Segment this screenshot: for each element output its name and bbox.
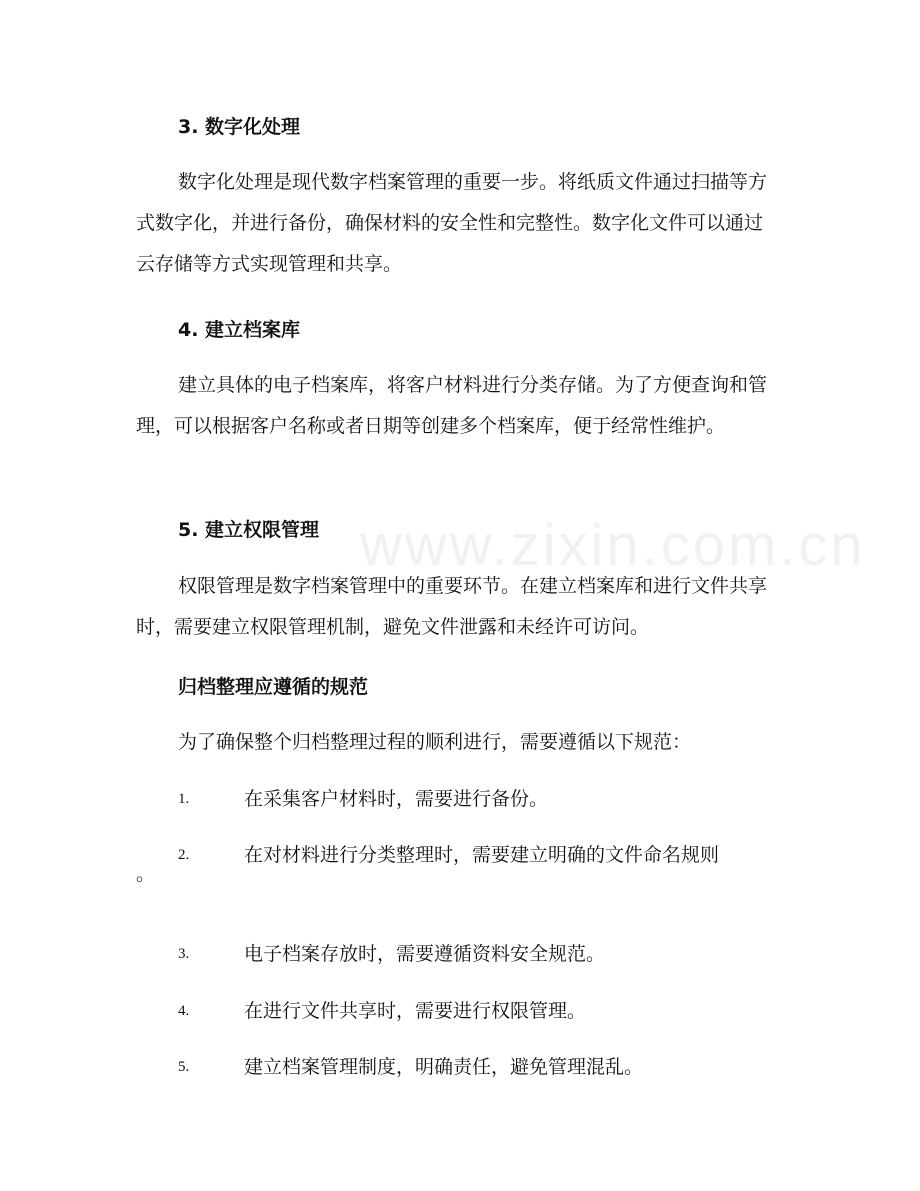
section-paragraph-digitization: 数字化处理是现代数字档案管理的重要一步。将纸质文件通过扫描等方式数字化，并进行备份，确保材料的安全性和完整性。数字化文件可以通过云存储等方式实现管理和共享。 (136, 171, 768, 275)
list-item-text-tail: 。 (136, 863, 156, 885)
list-item-text: 建立档案管理制度，明确责任，避免管理混乱。 (244, 1056, 644, 1078)
list-item-text: 电子档案存放时，需要遵循资料安全规范。 (244, 943, 606, 965)
norms-heading: 归档整理应遵循的规范 (178, 676, 369, 698)
list-item-number: 5. (178, 1059, 190, 1075)
norms-intro: 为了确保整个归档整理过程的顺利进行，需要遵循以下规范： (178, 731, 692, 753)
watermark: www.zixin.com.cn (360, 513, 866, 578)
section-heading-digitization: 3. 数字化处理 (178, 116, 301, 138)
list-item-number: 3. (178, 946, 190, 962)
list-item-text: 在采集客户材料时，需要进行备份。 (244, 788, 549, 810)
section-paragraph-permissions: 权限管理是数字档案管理中的重要环节。在建立档案库和进行文件共享时，需要建立权限管理机制，避免文件泄露和未经许可访问。 (136, 575, 768, 638)
list-item-number: 2. (178, 847, 190, 863)
list-item-text: 在进行文件共享时，需要进行权限管理。 (244, 1000, 587, 1022)
list-item-number: 1. (178, 791, 190, 807)
section-paragraph-archive-library: 建立具体的电子档案库，将客户材料进行分类存储。为了方便查询和管理，可以根据客户名称或者日期等创建多个档案库，便于经常性维护。 (136, 374, 768, 437)
list-item-number: 4. (178, 1003, 190, 1019)
section-heading-archive-library: 4. 建立档案库 (178, 319, 301, 341)
list-item-text: 在对材料进行分类整理时，需要建立明确的文件命名规则 (244, 844, 720, 866)
section-heading-permissions: 5. 建立权限管理 (178, 519, 320, 541)
